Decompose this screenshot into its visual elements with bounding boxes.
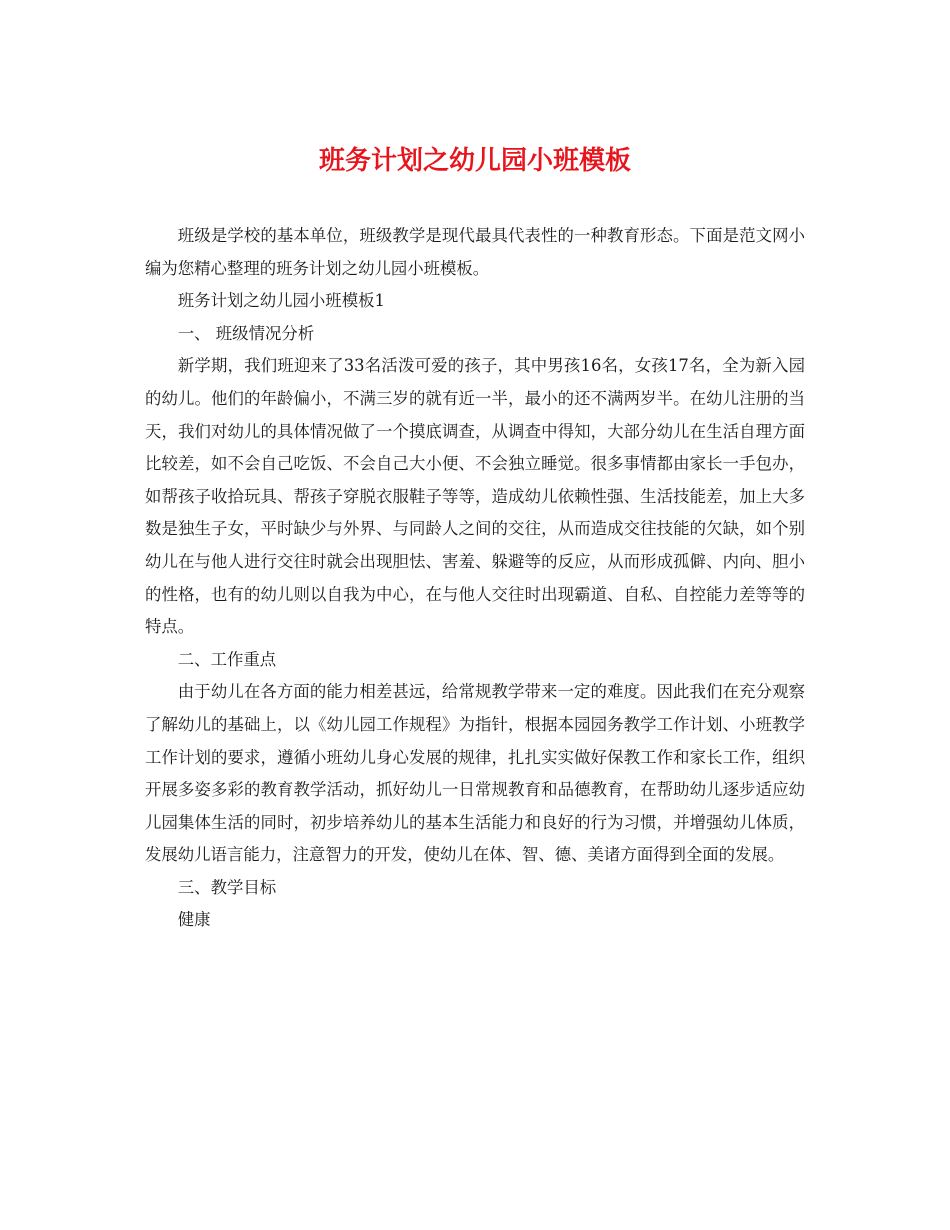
class-analysis-paragraph: 新学期，我们班迎来了33名活泼可爱的孩子，其中男孩16名，女孩17名，全为新入园的幼儿。他们的年龄偏小，不满三岁的就有近一半，最小的还不满两岁半。在幼儿注册的当天，我们对幼儿的具体情况做了一个摸底调查，从调查中得知，大部分幼儿在生活自理方面比较差，如不会自己吃饭、不会自己大小便、不会独立睡觉。很多事情都由家长一手包办，如帮孩子收拾玩具、帮孩子穿脱衣服鞋子等等，造成幼儿依赖性强、生活技能差，加上大多数是独生子女，平时缺少与外界、与同龄人之间的交往，从而造成交往技能的欠缺，如个别幼儿在与他人进行交往时就会出现胆怯、害羞、躲避等的反应，从而形成孤僻、内向、胆小的性格，也有的幼儿则以自我为中心，在与他人交往时出现霸道、自私、自控能力差等等的特点。 [145, 356, 805, 637]
section-heading-class-analysis: 一、 班级情况分析 [177, 323, 315, 343]
document-body [145, 220, 805, 937]
work-focus-paragraph: 由于幼儿在各方面的能力相差甚远，给常规教学带来一定的难度。因此我们在充分观察了解幼儿的基础上，以《幼儿园工作规程》为指针，根据本园园务教学工作计划、小班教学工作计划的要求，遵循小班幼儿身心发展的规律，扎扎实实做好保教工作和家长工作，组织开展多姿多彩的教育教学活动，抓好幼儿一日常规教育和品德教育，在帮助幼儿逐步适应幼儿园集体生活的同时，初步培养幼儿的基本生活能力和良好的行为习惯，并增强幼儿体质，发展幼儿语言能力，注意智力的开发，使幼儿在体、智、德、美诸方面得到全面的发展。 [145, 682, 805, 865]
section-heading-work-focus: 二、工作重点 [177, 649, 277, 669]
document-title: 班务计划之幼儿园小班模板 [318, 146, 631, 176]
section-heading-teaching-goals: 三、教学目标 [177, 877, 277, 897]
subheading-health: 健康 [177, 910, 211, 930]
section-heading-template: 班务计划之幼儿园小班模板1 [177, 291, 385, 311]
intro-paragraph: 班级是学校的基本单位，班级教学是现代最具代表性的一种教育形态。下面是范文网小编为您精心整理的班务计划之幼儿园小班模板。 [145, 226, 805, 278]
